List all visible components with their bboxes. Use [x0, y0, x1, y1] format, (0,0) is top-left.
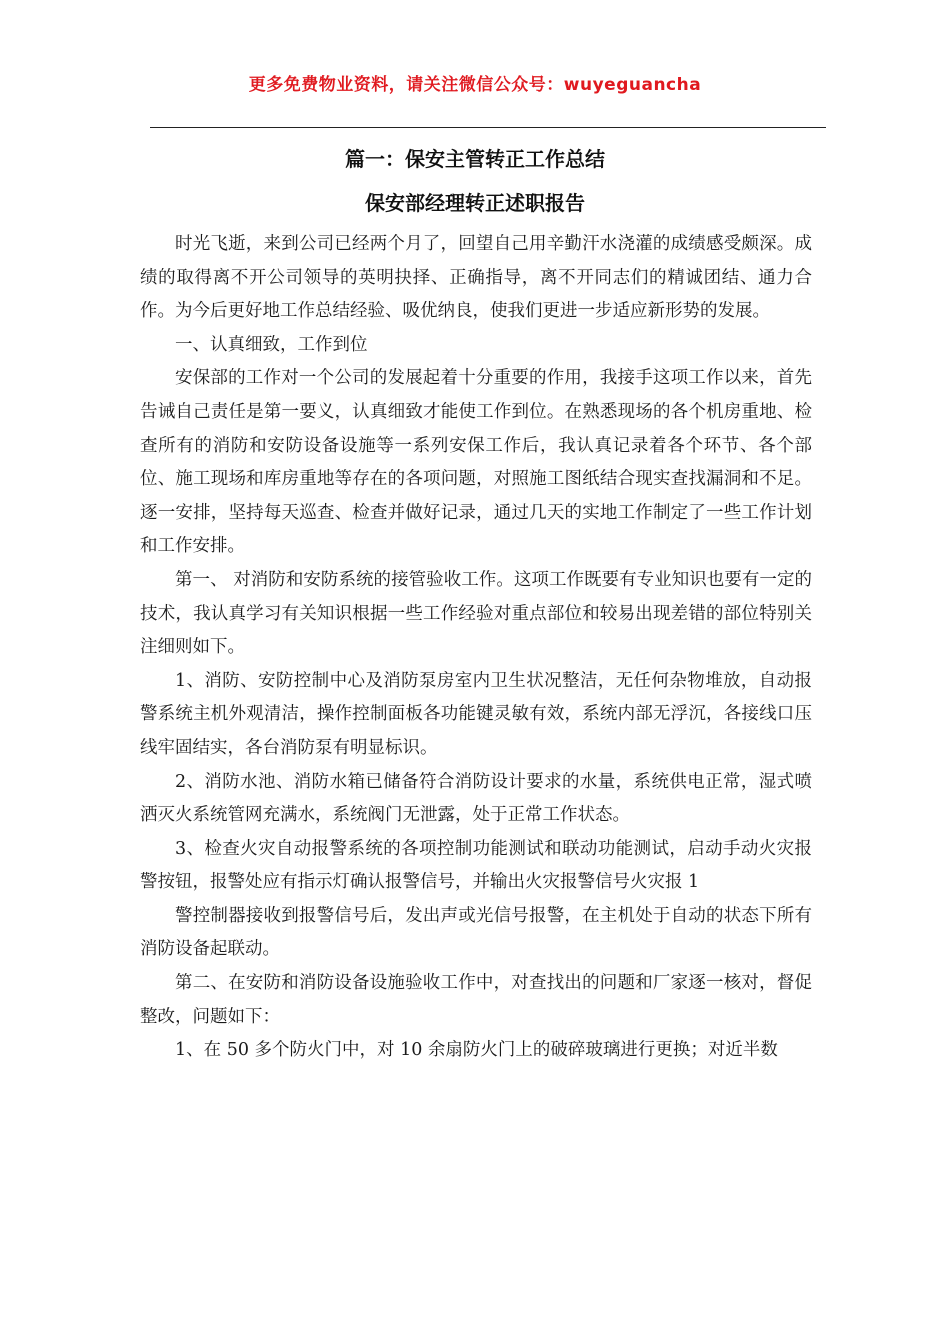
paragraph-section-1: 安保部的工作对一个公司的发展起着十分重要的作用，我接手这项工作以来，首先告诫自己责任是第一要义，认真细致才能使工作到位。在熟悉现场的各个机房重地、检查所有的消防和安防设备设施等一系列安保工作后，我认真记录着各个环节、各个部位、施工现场和库房重地等存在的各项问题，对照施工图纸结合现实查找漏洞和不足。逐一安排，坚持每天巡查、检查并做好记录，通过几天的实地工作制定了一些工作计划和工作安排。: [140, 368, 812, 557]
list-item-second-1: 1、在 50 多个防火门中，对 10 余扇防火门上的破碎玻璃进行更换；对近半数: [175, 1040, 778, 1061]
document-title: 篇一：保安主管转正工作总结: [345, 147, 605, 171]
section-heading-1: 一、认真细致，工作到位: [175, 334, 368, 355]
paragraph-second-item: 第二、在安防和消防设备设施验收工作中，对查找出的问题和厂家逐一核对，督促整改，问题如下：: [140, 973, 812, 1027]
paragraph-first-item: 第一、 对消防和安防系统的接管验收工作。这项工作既要有专业知识也要有一定的技术，我认真学习有关知识根据一些工作经验对重点部位和较易出现差错的部位特别关注细则如下。: [140, 569, 812, 658]
document-subtitle: 保安部经理转正述职报告: [365, 191, 585, 215]
document-body: [140, 228, 812, 1068]
list-item-3-continued: 警控制器接收到报警信号后，发出声或光信号报警，在主机处于自动的状态下所有消防设备起联动。: [140, 905, 812, 960]
list-item-1: 1、消防、安防控制中心及消防泵房室内卫生状况整洁，无任何杂物堆放，自动报警系统主机外观清洁，操作控制面板各功能键灵敏有效，系统内部无浮沉，各接线口压线牢固结实，各台消防泵有明显标识。: [140, 670, 812, 758]
list-item-2: 2、消防水池、消防水箱已储备符合消防设计要求的水量，系统供电正常，湿式喷洒灭火系统管网充满水，系统阀门无泄露，处于正常工作状态。: [140, 771, 812, 826]
promo-header-note: 更多免费物业资料，请关注微信公众号：wuyeguancha: [248, 75, 702, 95]
header-divider: [150, 127, 826, 128]
paragraph-intro: 时光飞逝，来到公司已经两个月了，回望自己用辛勤汗水浇灌的成绩感受颇深。成绩的取得离不开公司领导的英明抉择、正确指导，离不开同志们的精诚团结、通力合作。为今后更好地工作总结经验、吸优纳良，使我们更进一步适应新形势的发展。: [140, 234, 812, 322]
list-item-3: 3、检查火灾自动报警系统的各项控制功能测试和联动功能测试，启动手动火灾报警按钮，报警处应有指示灯确认报警信号，并输出火灾报警信号火灾报 1: [140, 838, 812, 893]
